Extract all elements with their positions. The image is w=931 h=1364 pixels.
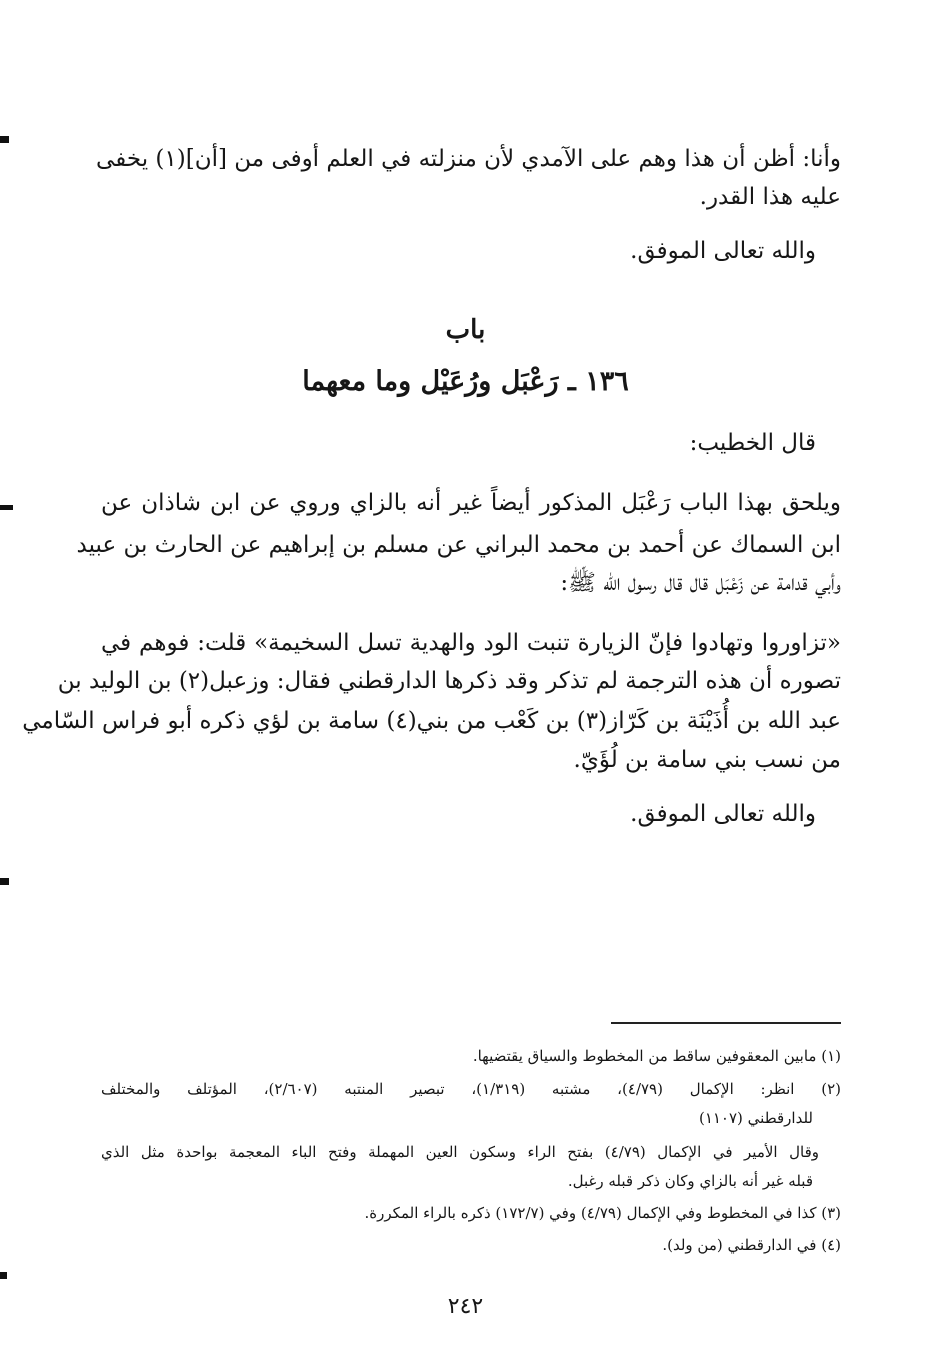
closing-phrase: والله تعالى الموفق. (630, 801, 816, 827)
scan-edge-mark (0, 878, 9, 885)
speaker-label: قال الخطيب: (689, 430, 816, 456)
text-line: وأبي قدامة عن زَعْبَل قال قال رسول الله ﷺ: (560, 570, 841, 596)
footnote-continuation: وقال الأمير في الإكمال (٤/٧٩) بفتح الراء وسكون العين المهملة وفتح الباء المعجمة بواحدة مثل الذي (101, 1143, 820, 1161)
footnote: (٣) كذا في المخطوط وفي الإكمال (٤/٧٩) وفي (١٧٢/٧) ذكره بالراء المكررة. (364, 1204, 841, 1222)
text-line: وأنا: أظن أن هذا وهم على الآمدي لأن منزلته في العلم أوفى من [أن](١) يخفى (96, 146, 841, 172)
text-line: ويلحق بهذا الباب رَعْبَل المذكور أيضاً غير أنه بالزاي وروي عن ابن شاذان عن (101, 490, 841, 516)
chapter-label: باب (445, 315, 486, 345)
footnote: (٢) انظر: الإكمال (٤/٧٩)، مشتبه (١/٣١٩)، تبصير المنتبه (٢/٦٠٧)، المؤتلف والمختلف (101, 1080, 841, 1098)
scan-edge-mark (0, 1272, 7, 1279)
text-line: عليه هذا القدر. (699, 184, 841, 210)
text-line: عبد الله بن أُذَيْنَة بن كَرّاز(٣) بن كَعْب من بني(٤) سامة بن لؤي ذكره أبو فراس السّامي (22, 708, 841, 734)
text-line: من نسب بني سامة بن لُؤَيّ. (573, 747, 841, 773)
text-line: تصوره أن هذه الترجمة لم تذكر وقد ذكرها الدارقطني فقال: وزعبل(٢) بن الوليد بن (57, 668, 841, 694)
footnote: (١) مابين المعقوفين ساقط من المخطوط والسياق يقتضيها. (472, 1047, 841, 1065)
chapter-title: ١٣٦ ـ رَعْبَل ورُعَيْل وما معهما (302, 366, 629, 397)
text-line: ابن السماك عن أحمد بن محمد البراني عن مسلم بن إبراهيم عن الحارث بن عبيد (76, 532, 841, 558)
scan-edge-mark (0, 505, 13, 510)
text-line: «تزاوروا وتهادوا فإنّ الزيارة تنبت الود والهدية تسل السخيمة» قلت: فوهم في (101, 630, 841, 656)
scan-edge-mark (0, 136, 9, 143)
footnote-continuation: قبله غير أنه بالزاي وكان ذكر قبله رغبل. (567, 1172, 813, 1190)
footnote: (٤) في الدارقطني (من ولد). (662, 1236, 841, 1254)
closing-phrase: والله تعالى الموفق. (630, 238, 816, 264)
footnote-continuation: للدارقطني (١١٠٧) (698, 1109, 813, 1127)
footnote-separator (611, 1022, 841, 1024)
page-number: ٢٤٢ (447, 1294, 484, 1319)
